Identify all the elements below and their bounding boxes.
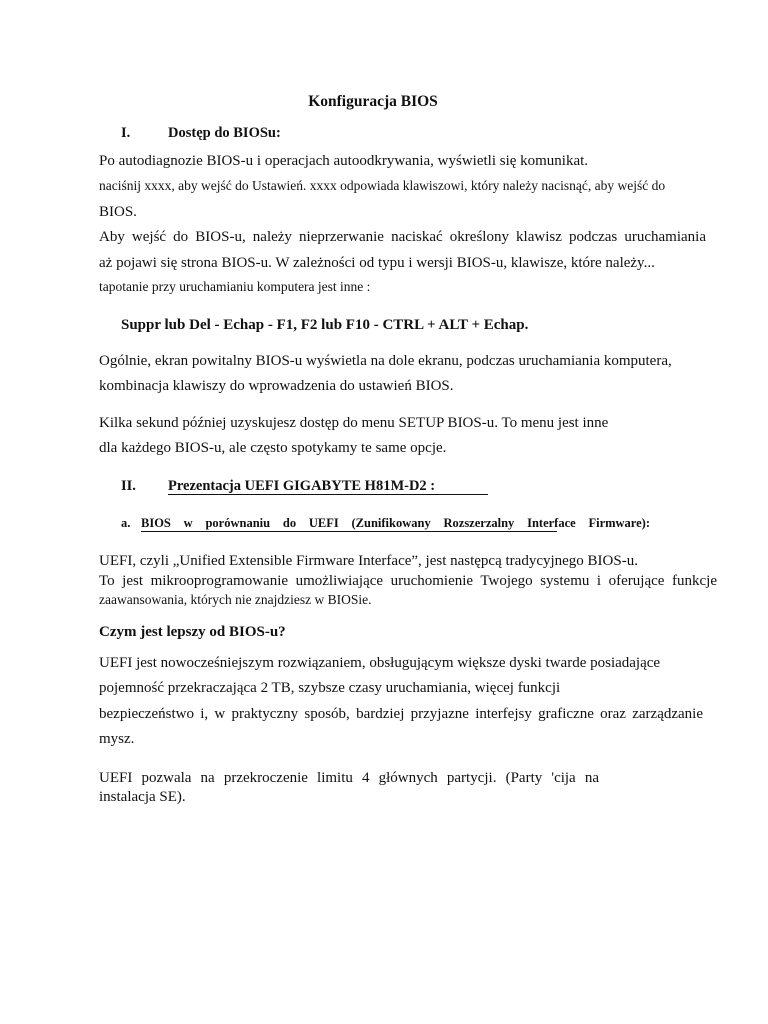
para6-line-3: bezpieczeństwo i, w praktyczny sposób, bardziej przyjazne interfejsy graficzne oraz zarządzanie (99, 706, 703, 722)
para3-line-2: kombinacja klawiszy do wprowadzenia do ustawień BIOS. (99, 378, 454, 394)
para1-line-2: naciśnij xxxx, aby wejść do Ustawień. xxxx odpowiada klawiszowi, który należy nacisnąć, aby wejść do (99, 178, 666, 193)
subsection-a-underline (141, 531, 557, 532)
keys-line: Suppr lub Del - Echap - F1, F2 lub F10 - CTRL + ALT + Echap. (121, 317, 529, 333)
para5-line-1: UEFI, czyli „Unified Extensible Firmware Interface”, jest następcą tradycyjnego BIOS-u. (99, 553, 638, 569)
para2-line-1: Aby wejść do BIOS-u, należy nieprzerwanie naciskać określony klawisz podczas uruchamiania (99, 229, 706, 245)
para4-line-1: Kilka sekund później uzyskujesz dostęp do menu SETUP BIOS-u. To menu jest inne (99, 415, 609, 431)
section-1-number: I. (121, 125, 131, 141)
subsection-a-letter: a. (121, 516, 131, 530)
section-2-underline (168, 494, 488, 495)
section-2-number: II. (121, 478, 136, 494)
para4-line-2: dla każdego BIOS-u, ale często spotykamy te same opcje. (99, 440, 447, 456)
para2-line-3: tapotanie przy uruchamianiu komputera jest inne : (99, 279, 371, 294)
para1-line-1: Po autodiagnozie BIOS-u i operacjach autoodkrywania, wyświetli się komunikat. (99, 153, 589, 169)
para1-line-3: BIOS. (99, 204, 137, 220)
para6-line-1: UEFI jest nowocześniejszym rozwiązaniem, obsługującym większe dyski twarde posiadające (99, 655, 661, 671)
question-heading: Czym jest lepszy od BIOS-u? (99, 624, 286, 640)
para7-line-2: instalacja SE). (99, 789, 186, 805)
para2-line-2: aż pojawi się strona BIOS-u. W zależności od typu i wersji BIOS-u, klawisze, które należy... (99, 255, 655, 271)
subsection-a-title: BIOS w porównaniu do UEFI (Zunifikowany Rozszerzalny Interface Firmware): (141, 516, 650, 530)
document-title: Konfiguracja BIOS (308, 93, 438, 110)
para5-line-3: zaawansowania, których nie znajdziesz w BIOSie. (99, 592, 372, 607)
para3-line-1: Ogólnie, ekran powitalny BIOS-u wyświetla na dole ekranu, podczas uruchamiania komputera, (99, 353, 672, 369)
para7-line-1: UEFI pozwala na przekroczenie limitu 4 głównych partycji. (Party 'cija na (99, 770, 599, 786)
section-2-title: Prezentacja UEFI GIGABYTE H81M-D2 : (168, 478, 436, 494)
para6-line-2: pojemność przekraczająca 2 TB, szybsze czasy uruchamiania, więcej funkcji (99, 680, 561, 696)
para5-line-2: To jest mikrooprogramowanie umożliwiające uruchomienie Twojego systemu i oferujące funkcje (99, 573, 717, 589)
section-1-title: Dostęp do BIOSu: (168, 125, 281, 141)
para6-line-4: mysz. (99, 731, 135, 747)
